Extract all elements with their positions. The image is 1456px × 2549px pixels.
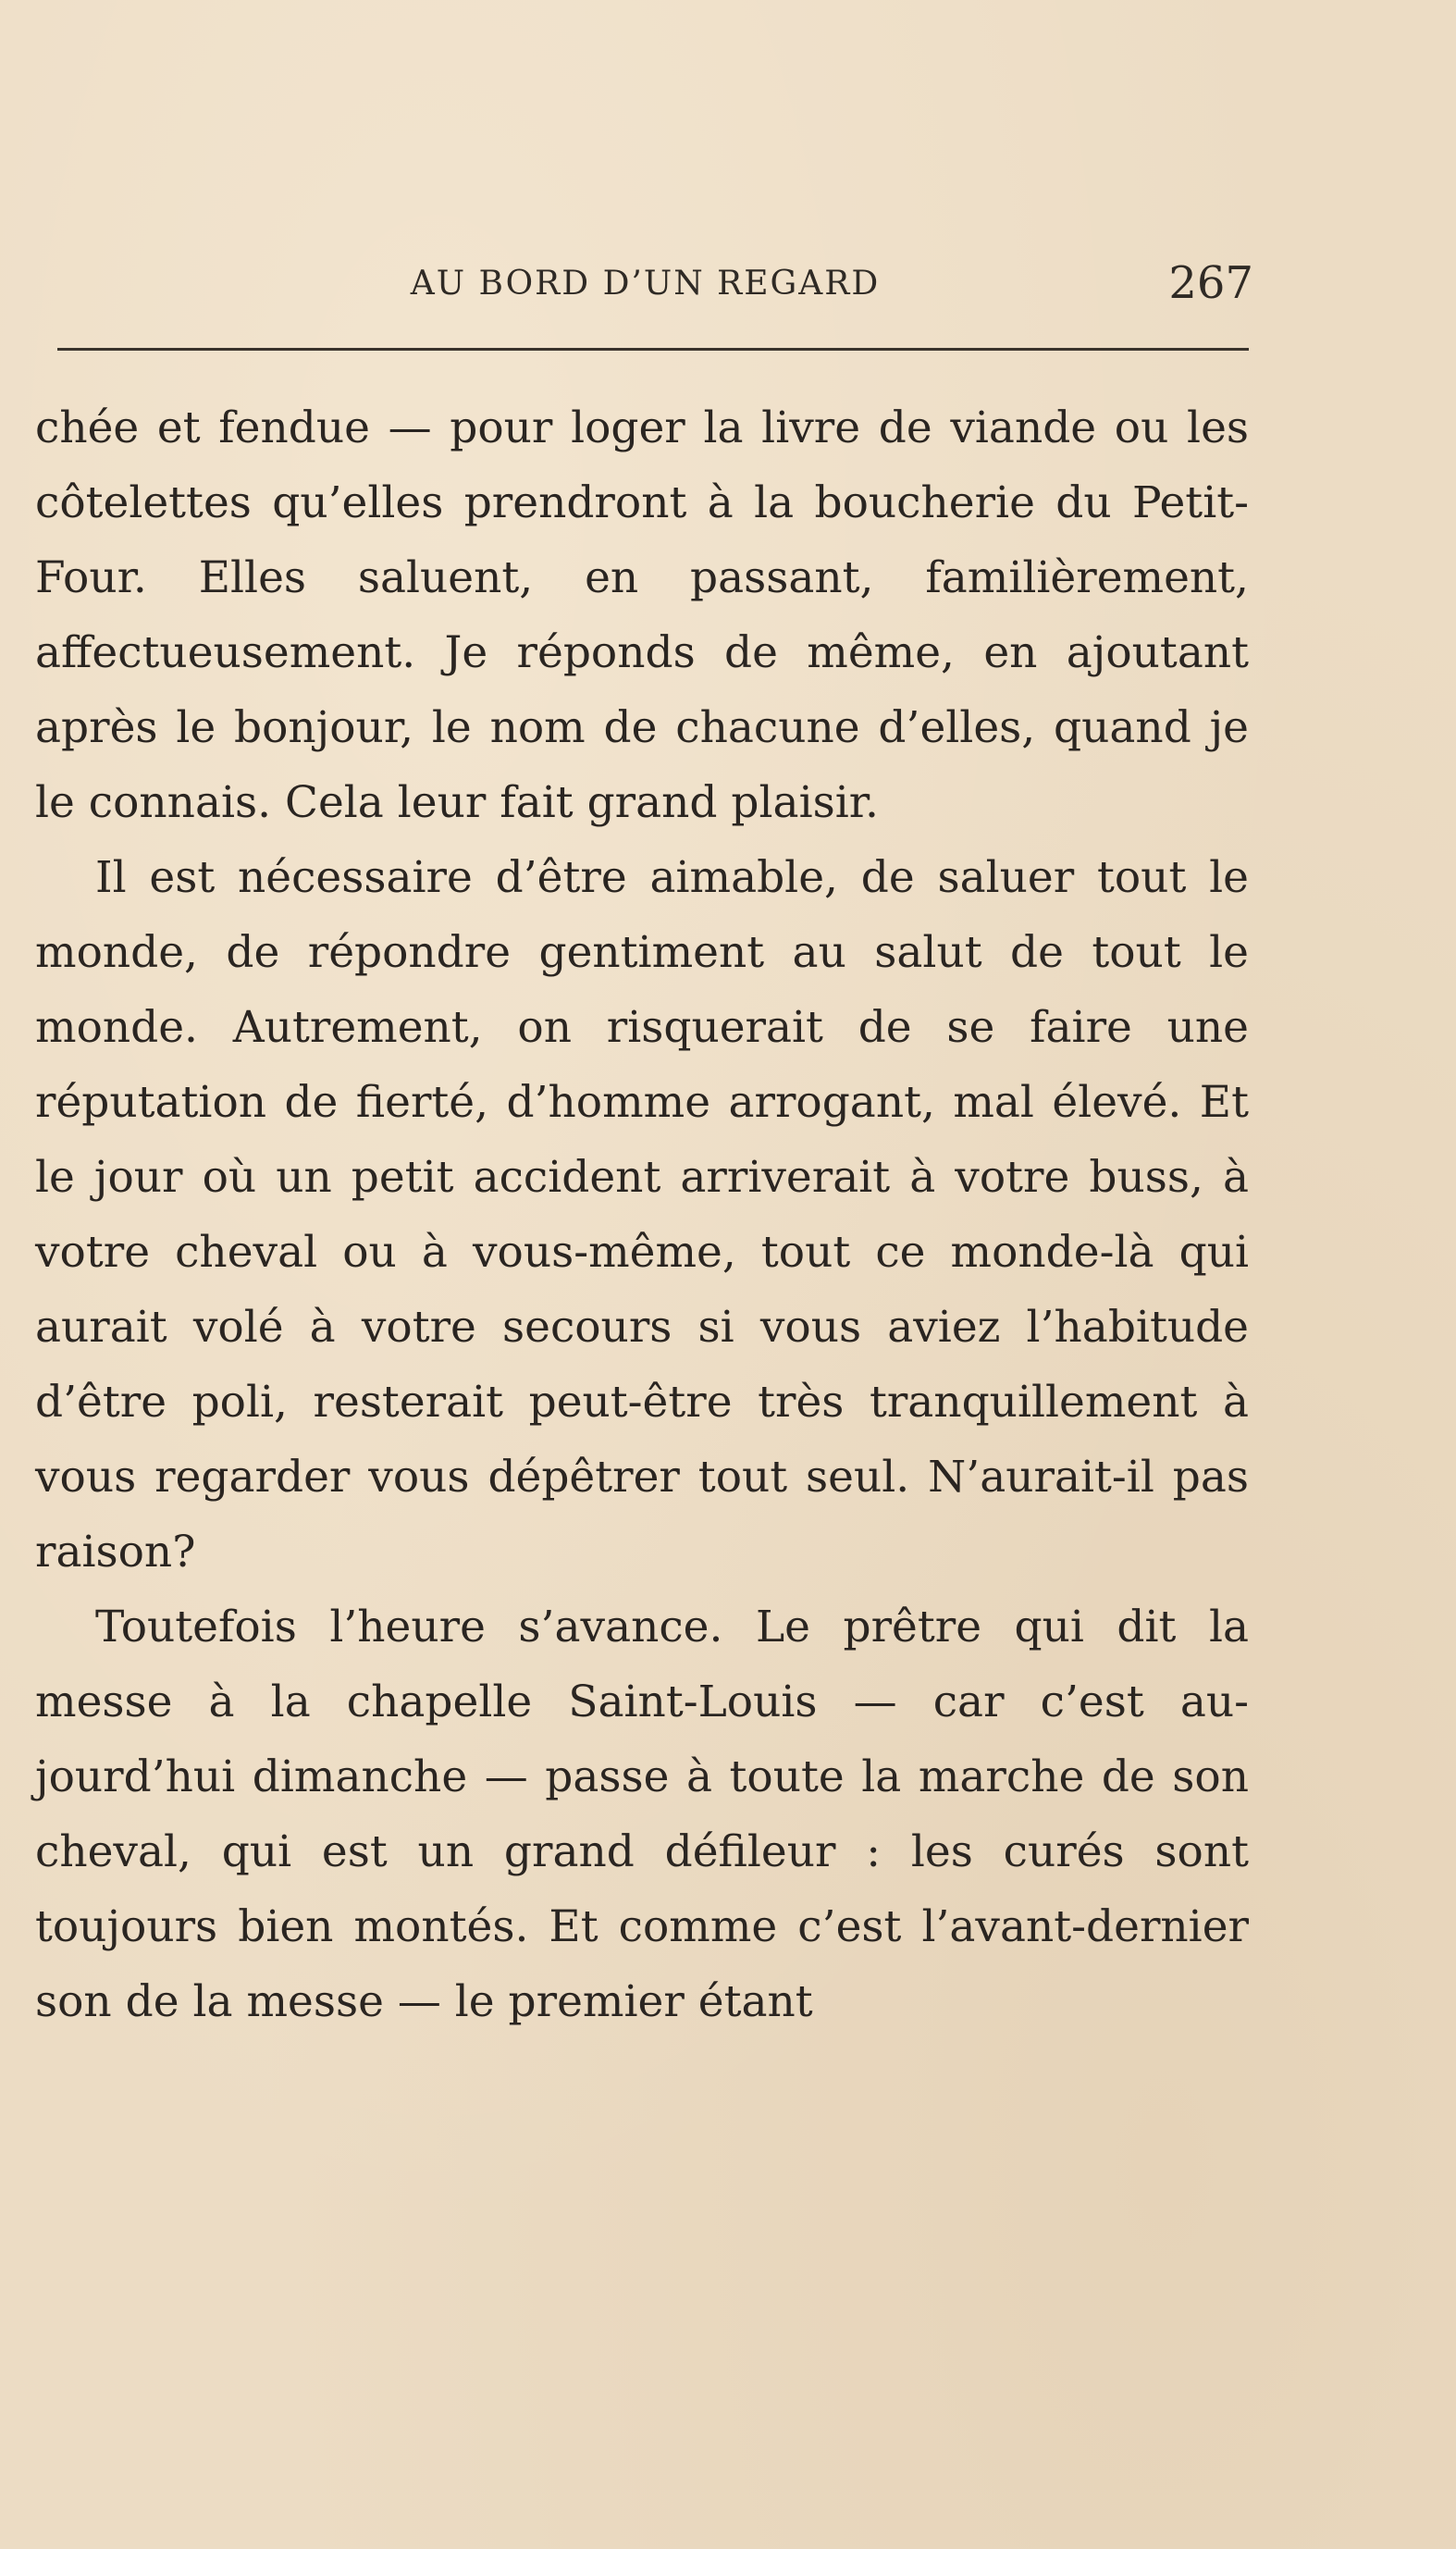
running-header xyxy=(37,257,1253,313)
paragraph-3: Toutefois l’heure s’avance. Le prêtre qui dit la messe à la chapelle Saint-Louis — car c’est aujourd’hui dimanche — passe à toute la marche de son cheval, qui est un grand défileur : les curés sont toujours bien montés. Et comme c’est l’avant-dernier son de la messe — le premier étant xyxy=(35,1602,1249,2027)
page-number: 267 xyxy=(1168,257,1253,309)
paragraph-1: chée et fendue — pour loger la livre de viande ou les côtelettes qu’elles prendront à la boucherie du Petit-Four. Elles saluent, en passant, familièrement, affectueusement. Je réponds de même, en ajoutant après le bonjour, le nom de chacune d’elles, quand je le connais. Cela leur fait grand plaisir. xyxy=(35,402,1249,828)
paragraph-2: Il est nécessaire d’être aimable, de saluer tout le monde, de répondre gentiment au salut de tout le monde. Autrement, on risquerait de se faire une réputation de fierté, d’homme arrogant, mal élevé. Et le jour où un petit accident arriverait à votre buss, à votre cheval ou à vous-même, tout ce monde-là qui aurait volé à votre secours si vous aviez l’habitude d’être poli, resterait peut-être très tranquillement à vous regarder vous dépêtrer tout seul. N’aurait-il pas raison? xyxy=(35,852,1249,1578)
header-rule xyxy=(57,348,1249,351)
body-text xyxy=(35,390,1249,2039)
running-title: AU BORD D’UN REGARD xyxy=(410,265,881,303)
